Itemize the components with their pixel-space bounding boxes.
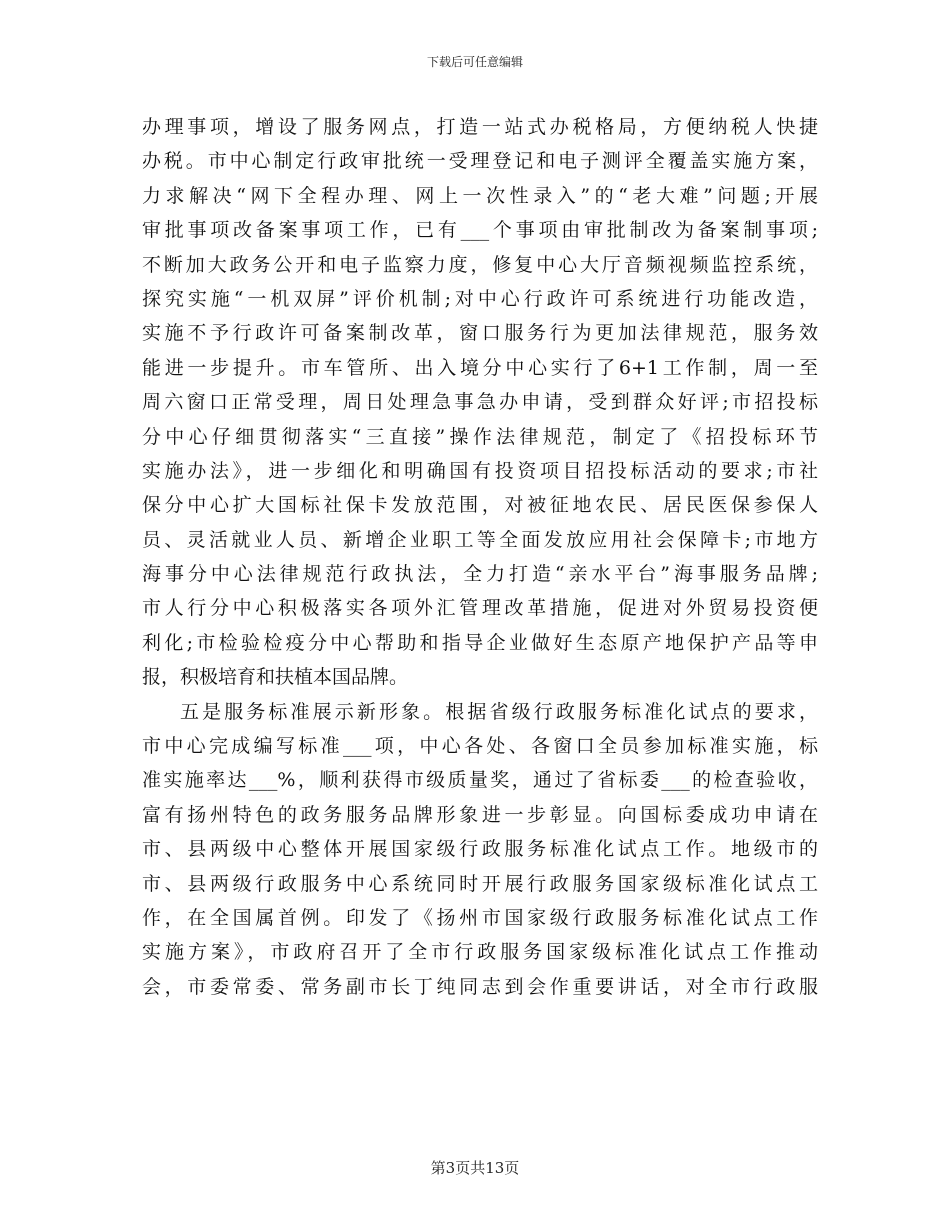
text-line: 办理事项，增设了服务网点，打造一站式办税格局，方便纳税人快捷 <box>142 116 818 138</box>
page-header-note: 下载后可任意编辑 <box>426 55 523 69</box>
text-line: 实施方案》，市政府召开了全市行政服务国家级标准化试点工作推动 <box>142 941 818 964</box>
text-line: 力求解决“网下全程办理、网上一次性录入”的“老大难”问题;开展 <box>142 184 818 207</box>
text-line: 报，积极培育和扶植本国品牌。 <box>142 666 409 689</box>
text-line: 会，市委常委、常务副市长丁纯同志到会作重要讲话，对全市行政服 <box>142 975 818 998</box>
text-line: 市人行分中心积极落实各项外汇管理改革措施，促进对外贸易投资便 <box>142 597 818 620</box>
page-number: 第3页共13页 <box>430 1159 520 1177</box>
document-body <box>142 110 818 1004</box>
text-line: 五是服务标准展示新形象。根据省级行政服务标准化试点的要求， <box>180 700 818 723</box>
text-line: 市、县两级中心整体开展国家级行政服务标准化试点工作。地级市的 <box>142 838 818 861</box>
text-line: 海事分中心法律规范行政执法，全力打造“亲水平台”海事服务品牌; <box>142 563 818 586</box>
text-line: 不断加大政务公开和电子监察力度，修复中心大厅音频视频监控系统， <box>142 253 818 276</box>
text-line: 保分中心扩大国标社保卡发放范围，对被征地农民、居民医保参保人 <box>142 494 818 517</box>
text-line: 利化;市检验检疫分中心帮助和指导企业做好生态原产地保护产品等申 <box>142 631 818 654</box>
text-line: 富有扬州特色的政务服务品牌形象进一步彰显。向国标委成功申请在 <box>142 803 818 826</box>
text-line: 市中心完成编写标准___项，中心各处、各窗口全员参加标准实施，标 <box>142 735 818 758</box>
text-line: 审批事项改备案事项工作，已有___个事项由审批制改为备案制事项; <box>142 219 818 242</box>
text-line: 探究实施“一机双屏”评价机制;对中心行政许可系统进行功能改造， <box>142 287 818 310</box>
text-line: 周六窗口正常受理，周日处理急事急办申请，受到群众好评;市招投标 <box>142 391 818 414</box>
text-line: 市、县两级行政服务中心系统同时开展行政服务国家级标准化试点工 <box>142 872 818 895</box>
text-line: 实施不予行政许可备案制改革，窗口服务行为更加法律规范，服务效 <box>142 322 818 345</box>
text-line: 办税。市中心制定行政审批统一受理登记和电子测评全覆盖实施方案， <box>142 150 818 173</box>
text-line: 员、灵活就业人员、新增企业职工等全面发放应用社会保障卡;市地方 <box>142 528 818 551</box>
paragraph-1 <box>142 110 818 695</box>
text-line: 分中心仔细贯彻落实“三直接”操作法律规范，制定了《招投标环节 <box>142 425 818 448</box>
text-line: 能进一步提升。市车管所、出入境分中心实行了6+1工作制，周一至 <box>142 356 818 379</box>
text-line: 实施办法》，进一步细化和明确国有投资项目招投标活动的要求;市社 <box>142 459 818 482</box>
paragraph-2 <box>142 695 818 1005</box>
text-line: 准实施率达___%，顺利获得市级质量奖，通过了省标委___的检查验收， <box>142 769 818 792</box>
text-line: 作，在全国属首例。印发了《扬州市国家级行政服务标准化试点工作 <box>142 906 818 929</box>
